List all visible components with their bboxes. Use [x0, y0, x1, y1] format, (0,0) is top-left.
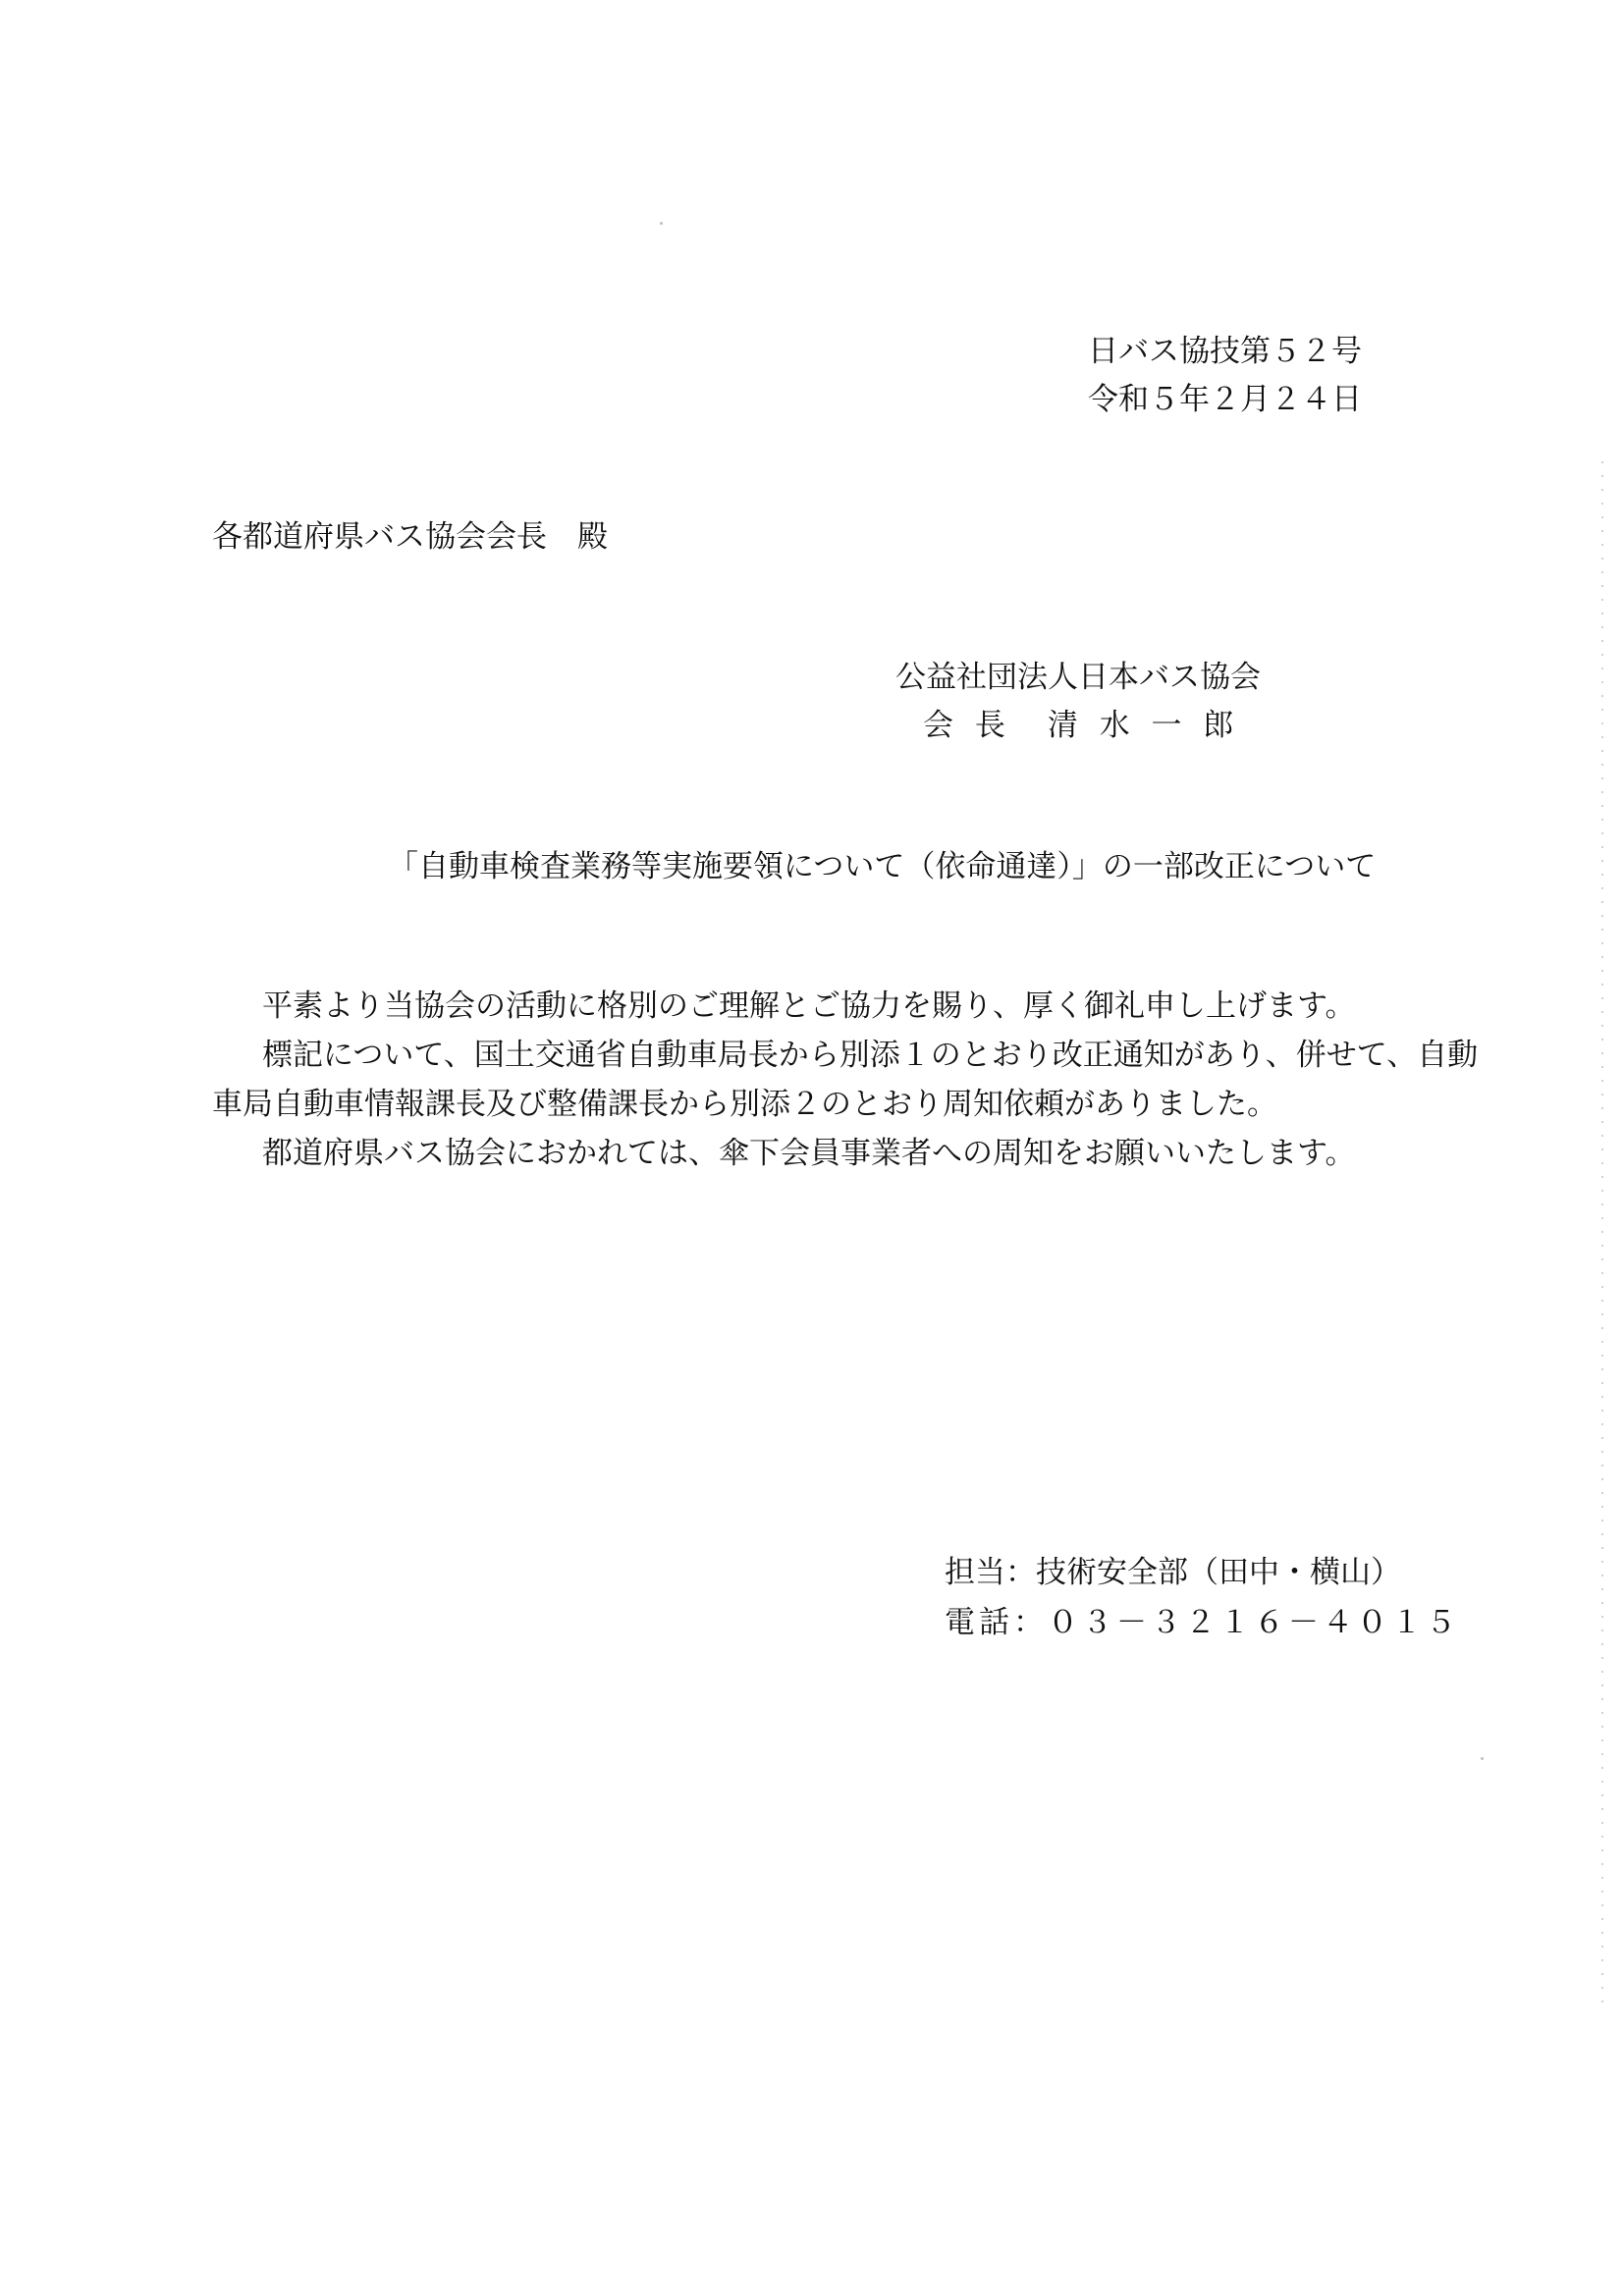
body-paragraph-request: 都道府県バス協会におかれては、傘下会員事業者への周知をお願いいたします。	[262, 1136, 1356, 1171]
sender-representative: 会 長 清 水 一 郎	[923, 708, 1240, 743]
body-paragraph-notice-line2: 車局自動車情報課長及び整備課長から別添２のとおり周知依頼がありました。	[212, 1087, 1277, 1122]
contact-phone: 電話：０３－３２１６－４０１５	[945, 1605, 1460, 1640]
body-paragraph-greeting: 平素より当協会の活動に格別のご理解とご協力を賜り、厚く御礼申し上げます。	[262, 988, 1356, 1024]
body-paragraph-notice-line1: 標記について、国土交通省自動車局長から別添１のとおり改正通知があり、併せて、自動	[262, 1038, 1479, 1073]
document-subject: 「自動車検査業務等実施要領について（依命通達）」の一部改正について	[388, 849, 1377, 884]
contact-person: 担当：技術安全部（田中・横山）	[945, 1555, 1401, 1590]
reference-number: 日バス協技第５２号	[1088, 334, 1362, 369]
document-date: 令和５年２月２４日	[1088, 382, 1362, 417]
addressee: 各都道府県バス協会会長 殿	[212, 519, 608, 555]
scan-edge-artifact	[1601, 461, 1603, 2012]
scan-speck	[1481, 1757, 1484, 1760]
sender-organization: 公益社団法人日本バス協会	[895, 660, 1261, 695]
scan-speck	[660, 222, 663, 225]
